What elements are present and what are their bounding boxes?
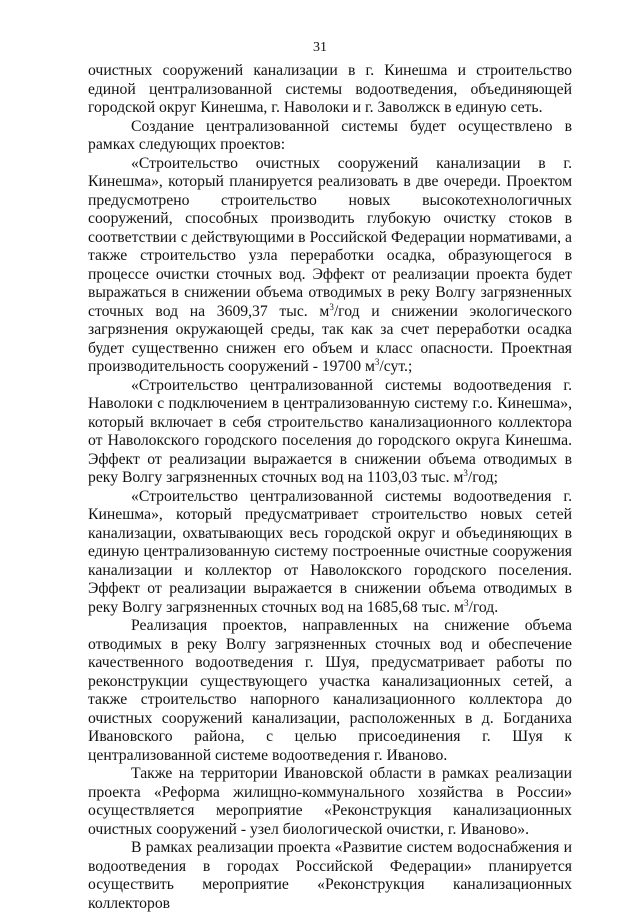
paragraph-text: «Строительство очистных сооружений канализации в г. Кинешма», который планируется реализовать в две очереди. Проектом предусмотрено строительство новых высокотехнологичных сооружений, способных производить глубокую очистку стоков в соответствии с действующими в Российской Федерации нормативами, а также строительство узла переработки осадка, образующегося в процессе очистки сточных вод. Эффект от реализации проекта будет выражаться в снижении объема отводимых в реку Волгу загрязненных сточных вод на 3609,37 тыс. м: [88, 154, 572, 320]
paragraph-projects-intro: Создание централизованной системы будет осуществлено в рамках следующих проектов:: [88, 117, 572, 153]
paragraph-text: /год и снижении экологического загрязнения окружающей среды, так как за счет переработки осадка будет существенно снижен его объем и класс опасности. Проектная производительность сооружений - 19700 м: [88, 302, 572, 375]
paragraph-text: /год;: [467, 469, 499, 486]
paragraph-text: /год.: [468, 598, 499, 616]
superscript-cube: 3: [463, 467, 468, 478]
superscript-cube: 3: [374, 356, 380, 367]
paragraph-intro-continuation: очистных сооружений канализации в г. Кинешма и строительство единой централизованной системы водоотведения, объединяющей городской округ Кинешма, г. Наволоки и г. Заволжск в единую сеть.: [88, 62, 572, 116]
document-body: [88, 62, 572, 913]
paragraph-navoloki-project: [88, 377, 572, 488]
superscript-cube: 3: [463, 597, 469, 608]
paragraph-water-systems-project: В рамках реализации проекта «Развитие систем водоснабжения и водоотведения в городах Российской Федерации» планируется осуществить мероприятие «Реконструкция канализационных коллекторов: [88, 839, 572, 912]
paragraph-text: «Строительство централизованной системы водоотведения г. Наволоки с подключением в централизованную систему г.о. Кинешма», который включает в себя строительство канализационного коллектора от Наволокского городского поселения до городского округа Кинешма. Эффект от реализации выражается в снижении объема отводимых в реку Волгу загрязненных сточных вод на 1103,03 тыс. м: [88, 376, 572, 486]
paragraph-ivanovo-reform-project: Также на территории Ивановской области в рамках реализации проекта «Реформа жилищно-коммунального хозяйства в России» осуществляется мероприятие «Реконструкция канализационных очистных сооружений - узел биологической очистки, г. Иваново».: [88, 765, 572, 838]
superscript-cube: 3: [329, 301, 334, 312]
paragraph-text: /сут.;: [379, 358, 413, 375]
paragraph-text: «Строительство централизованной системы водоотведения г. Кинешма», который предусматривает строительство новых сетей канализации, охватывающих весь городской округ и объединяющих в единую централизованную систему построенные очистные сооружения канализации и коллектор от Наволокского городского поселения. Эффект от реализации выражается в снижении объема отводимых в реку Волгу загрязненных сточных вод на 1685,68 тыс. м: [88, 487, 572, 616]
paragraph-shuya-project: Реализация проектов, направленных на снижение объема отводимых в реку Волгу загрязненных сточных вод и обеспечение качественного водоотведения г. Шуя, предусматривает работы по реконструкции существующего участка канализационных сетей, а также строительство напорного канализационного коллектора до очистных сооружений канализации, расположенных в д. Богданиха Ивановского района, с целью присоединения г. Шуя к централизованной системе водоотведения г. Иваново.: [88, 617, 572, 764]
paragraph-kineshma-treatment-project: [88, 155, 572, 377]
paragraph-kineshma-network-project: [88, 488, 572, 618]
page-number: 31: [313, 40, 327, 55]
